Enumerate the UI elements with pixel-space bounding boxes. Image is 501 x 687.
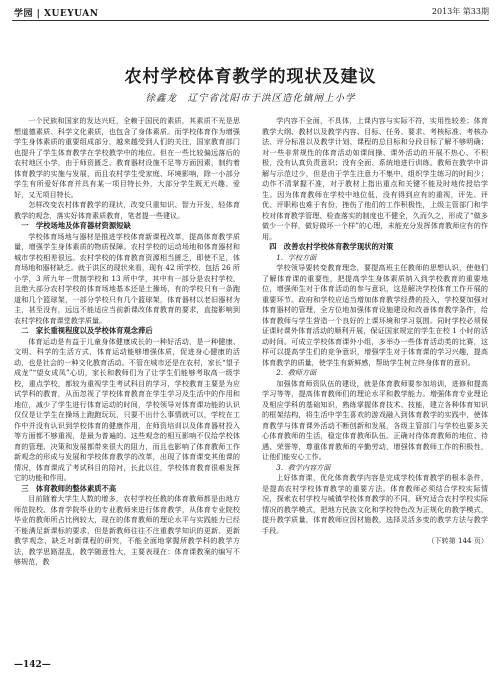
left-paragraph: 体育运动是有益于儿童身体健康成长的一种好活动，是一种健康、文明、科学的生活方式，体育运动能够增强体质，促进身心健康的活动，也是社会的一种文化教育活动。不管在城市还是在农村，家长“望子成龙”“望女成凤”心切，家长和教师们为了让学生们能够考取高一级学校，重点学校，都较为重视学生考试科目的学习，学校教育主要是为应试学科的教育，从而忽视了学校体育教育在学生学习及生活中的作用和地位，减少了学生进行体育运动的时间，学校领导对体育课功能的认识仅仅是让学生在操场上跑跑玩玩，只要不出什么事情就可以，学校在工作中并没有认识到学校体育的健康作用，在师资培训以及体育器材投入等方面都不够重视，是最为普遍的。这些观念的相互影响不仅给学校体育的管理、决策和发展都带来很大的阻力，而且也影响了体育教师工作新观念的形成与发展和学校体育教学的改革，出现了体育课变其他课的情况，体育课成了考试科目的陪衬，长此以往，学校体育教育很难发挥它的功能和作用。	[14, 336, 240, 482]
journal-name: 学园 | XUEYUAN	[14, 9, 99, 19]
continued-note: （下转第 144 页）	[427, 536, 488, 545]
left-paragraph: 怎样改变农村体育教学的现状，改变只重知识、智力开发，轻体育教学的观念，落实好体育素质教育，笔者提一些建议。	[14, 200, 240, 220]
article-author: 徐鑫龙 辽宁省沈阳市于洪区造化镇闸上小学	[145, 93, 356, 104]
page-number: —142—	[14, 660, 51, 670]
left-section-heading: 一 学校场地及体育器材资源短缺	[21, 221, 131, 230]
article-title: 农村学校体育教学的现状及建议	[124, 67, 377, 87]
header-divider	[12, 20, 489, 21]
right-paragraph: 加强体育师资队伍的建设，就是体育教师要参加培训，进修和提高学习等等，提高体育教师们的理论水平和教学能力。增强体育专业理论及相应学科的基础知识，熟练掌握体育技术、技能，建立各种体育知识的框架结构，将生活中学生喜欢的游戏融入到体育教学的实践中，使体育教学与体育课外活动不断创新和发展，各级主管部门与学校也要多关心体育教师的生活，稳定体育教师队伍。正确对待体育教师的地位、待遇、荣誉等，尊重体育教师的辛勤劳动，增强体育教师工作的积极性，让他们能安心工作。	[262, 378, 488, 461]
left-paragraph: 学校体育场地与器材是推进学校体育新课程改革，提高体育教学质量，增强学生身体素质的物质保障。农村学校的运动场地和体育器材和城市学校相差很远。农村学校的体育教育资源相当匮乏，即使不足，体育场地和器材缺乏。就于洪区的现状来看，现有 42 所学校，包括 26 所小学，3 所九年一贯制学校和 13 所中学，其中有一部分是农村学校，且绝大部分农村学校的体育场地基本还是土操场，有的学校只有一条跑道和几个篮球架，一部分学校只有几个篮球架，体育器材以老旧器材为主，甚至没有，远远不能适应当前新课改体育教育的要求，直接影响到农村学校体育课堂教学质量。	[14, 231, 240, 325]
left-section-heading: 二 家长重视程度以及学校体育观念滞后	[21, 326, 153, 335]
right-paragraph: 上好体育课，优化体育教学内容是完成学校体育教学的根本条件，是提高农村学校体育教学的重要方法。体育教师必须结合学校实际情况，探索农村学校与城镇学校体育教学的不同，研究适合农村学校实际情况的教学模式，把地方民族文化和学校特色改为正规化的教学模式，提升教学质量，体育教师应因材施教，选择灵活多变的教学方法与教学手段。	[262, 473, 488, 535]
issue-label: 2013年 第33期	[431, 7, 489, 16]
left-column	[14, 116, 240, 654]
left-paragraph: 目前随着大学生人数的增多，农村学校任教的体育教师都是由地方师范院校、体育学院毕业的专业教师来进行体育教学，从体育专业院校毕业的教师所占比例较大，现在的体育教师的理论水平与实践能力已经不能满足新课标的要求，但是新教师往往不注重教学知识的更新、更新教学观念，缺乏对新课程的研究，不能全面地掌握所教学科的教学方法，教学思路混乱，教学随意性大，主要表现在：体育课教案的编写不够规范，教	[14, 494, 240, 566]
right-paragraph: 学内容不全面，不具体，上课内容与实际不符，实用性较差；体育教学大纲、教材以及教学内容、目标、任务、要求、考核标准、考核办法、评分标准以及教学计划、课程的总目标和分段目标了解不够明确；对一些非常规性的体育活动如课间操、课外活动的开展不热心、不积极，没有认真负责意识；没有全面、系统地进行训练。教师在教学中讲解与示范过少，但是由于学生注意力不集中，组织学生练习的时间少；动作不清掌握不准，对于教材上指出重点和关键不能及时地传授给学生。因为体育教师在学校中地位低，没有得到应有的重视，评先、评优、评职称也难于有份，挫伤了他们的工作积极性，上级主管部门和学校对体育教学管理、检查落实的制度也不健全，久而久之，形成了“做多做少一个样，做好做坏一个样”的心理，未能充分发挥体育教师应有的作用。	[262, 116, 488, 241]
right-subsection-heading: 2．教师方面	[276, 368, 317, 377]
right-column	[262, 116, 488, 654]
right-section-heading: 四 改善农村学校体育教学现状的对策	[269, 242, 394, 251]
left-section-heading: 三 体育教师的整体素质不高	[21, 483, 117, 493]
left-paragraph: 一个民族和国家的发达兴旺，全赖于国民的素质，其素质不光是思想道德素质、科学文化素质，也包含了身体素质。而学校体育作为增强学生身体素质的重要组成部分，越来越受到人们的关注，国家教育部门也提升了学生体育教学在学校教学中的地位。但在一些比较偏远落后的农村地区小学，由于师资匮乏、教育器材设施不足等方面因素，制约着体育教学的实施与发展，而且农村学生受家庭、环境影响，除一小部分学生有所爱好体育并具有某一项目特长外，大部分学生既无兴趣、爱好，又无项目特长。	[14, 116, 240, 199]
right-paragraph: 学校领导要转变教育理念，要提高班主任教师的思想认识，使他们了解体育课的重要性，把提高学生身体素质纳入到学校教育的重要地位，增强师生对于体育活动的参与意识，这是解决学校体育工作开展的重要环节。政府和学校应适当增加体育教学经费的投入，学校要加强对体育器材的管理，全方位地加强体育设施建设和改善体育教学条件，给体育教师与学生营造一个良好的上课环境和学习氛围。同时学校必须保证课时课外体育活动的顺利开展，保证国家规定的学生在校 1 小时的活动时间。可成立学校体育课外小组，多举办一些体育活动类的比赛，这样可以提高学生们的竞争意识，增强学生对于体育课的学习兴趣，提高体育教学的质量，使学生有新鲜感，帮助学生树立终身体育的意识。	[262, 263, 488, 367]
right-subsection-heading: 1．学校方面	[276, 252, 317, 262]
right-subsection-heading: 3．教学内容方面	[276, 462, 331, 472]
